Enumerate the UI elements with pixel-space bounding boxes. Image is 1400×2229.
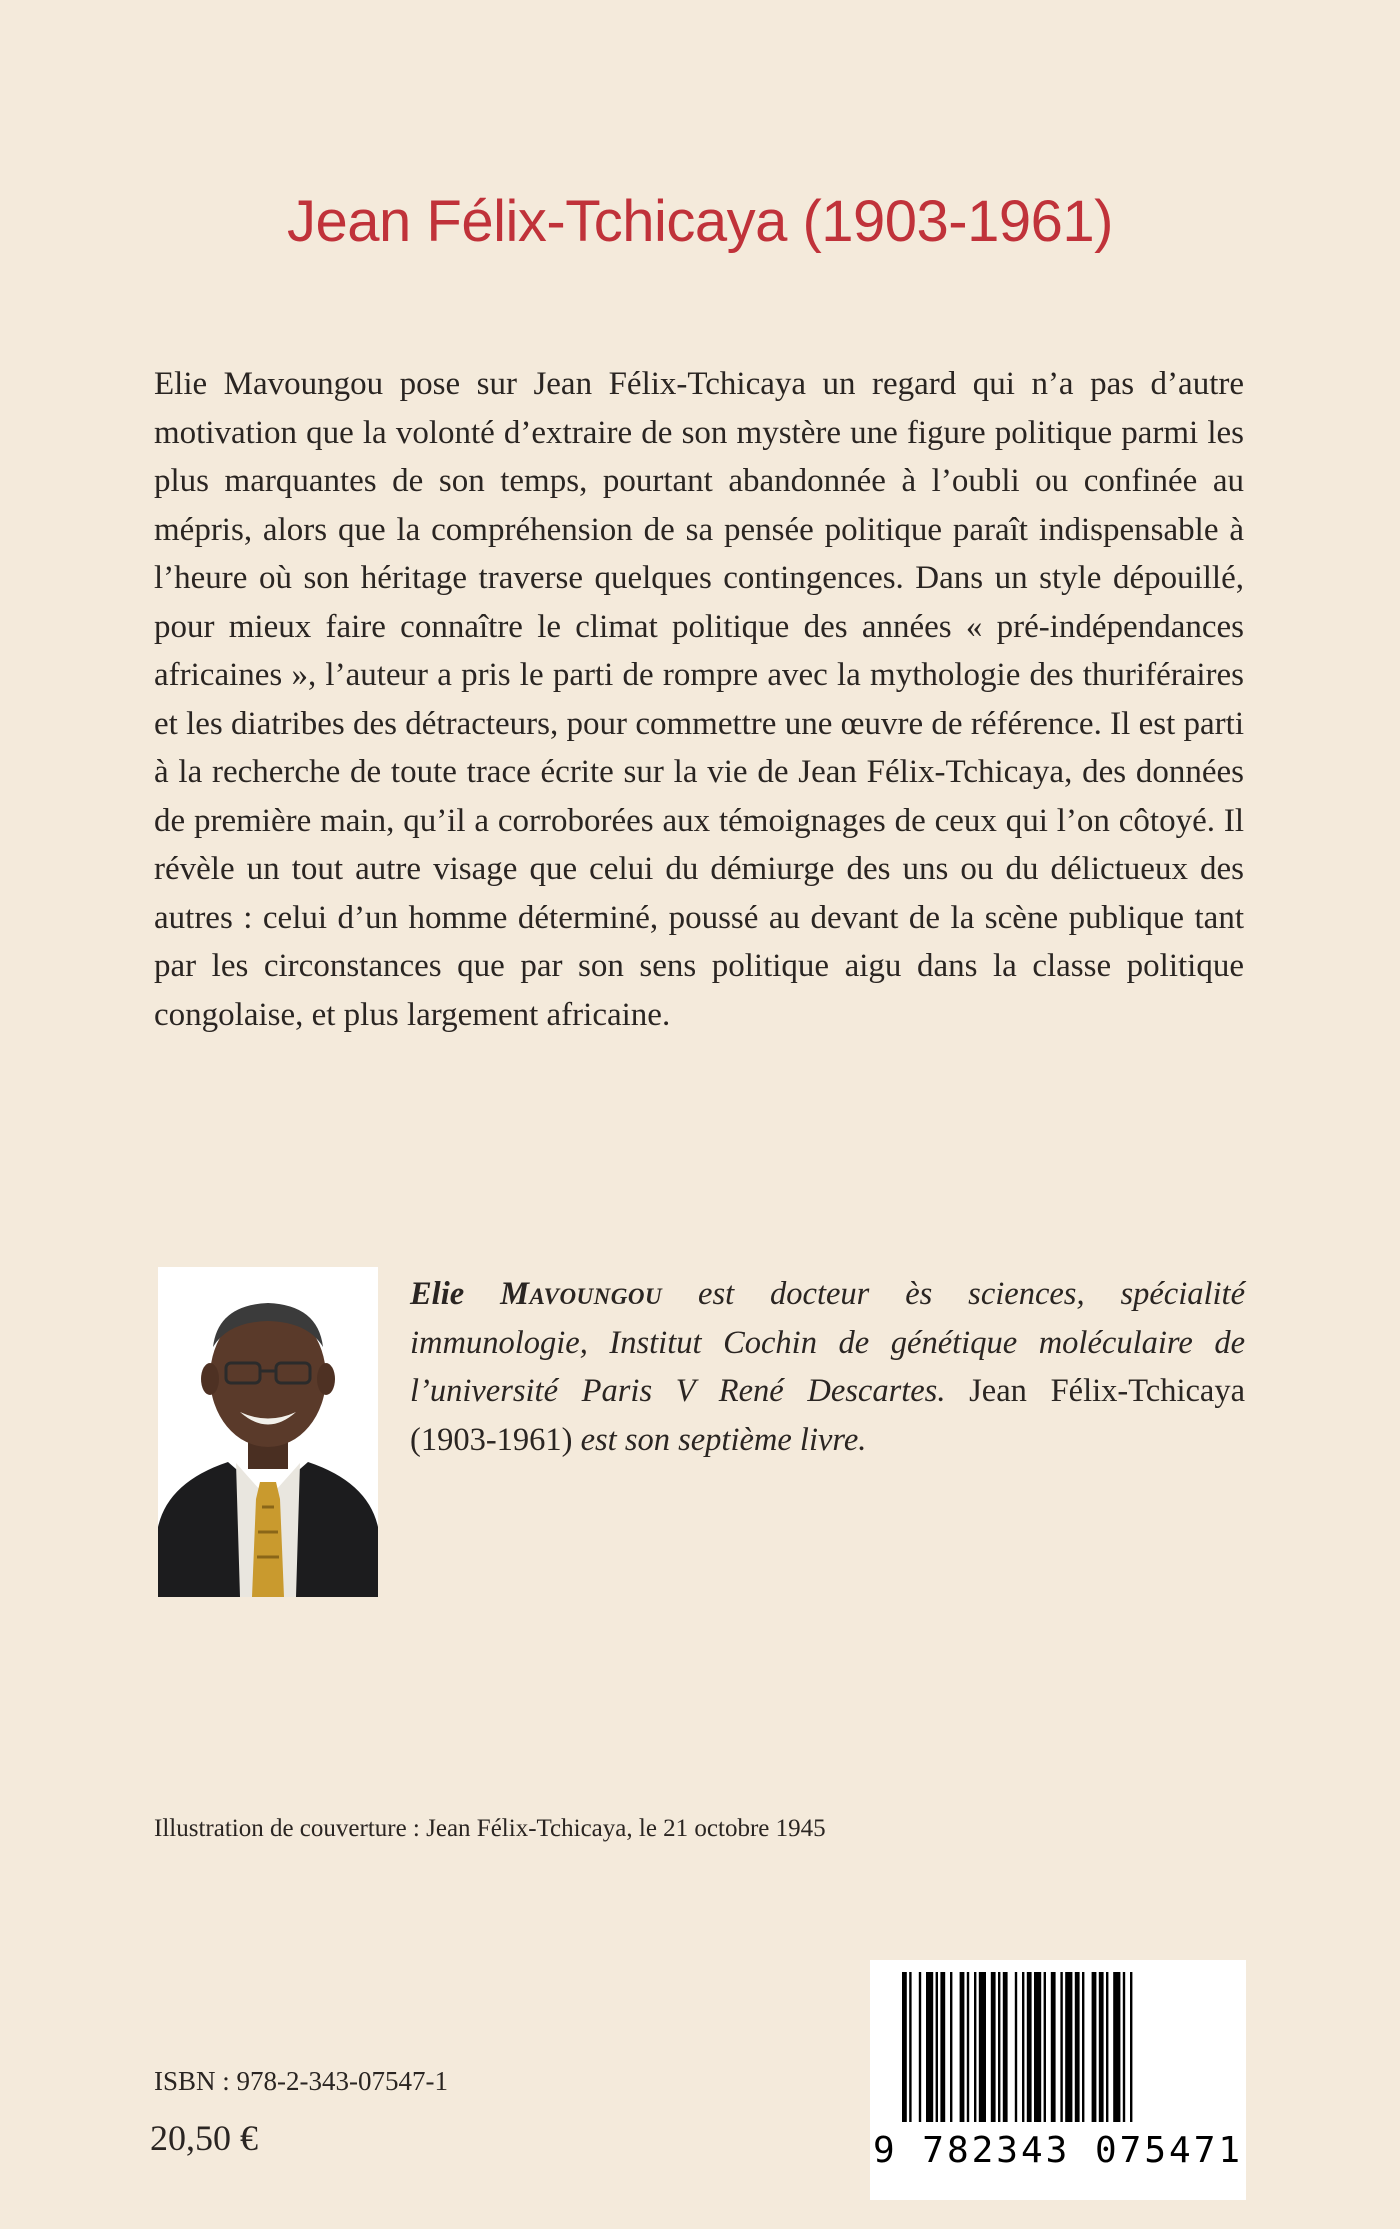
barcode-bar — [1060, 1972, 1062, 2122]
barcode-bar — [1092, 1972, 1097, 2122]
barcode-bar — [1106, 1972, 1108, 2122]
barcode-bar — [950, 1972, 952, 2122]
barcode — [870, 1960, 1246, 2200]
barcode-bar — [967, 1972, 969, 2122]
isbn: ISBN : 978-2-343-07547-1 — [154, 2066, 448, 2096]
book-title: Jean Félix-Tchicaya (1903-1961) — [287, 189, 1113, 254]
barcode-bar — [936, 1972, 938, 2122]
author-bio — [410, 1270, 1245, 1464]
author-first-name: Elie — [410, 1276, 465, 1312]
barcode-digits: 9 782343 075471 — [872, 2130, 1244, 2171]
barcode-bar — [909, 1972, 911, 2122]
barcode-bar — [1082, 1972, 1084, 2122]
barcode-bar — [1051, 1972, 1056, 2122]
author-bio-text: est docteur ès sciences, spécialité immunologie, Institut Cochin de génétique moléculaire de l’université Paris V René Descartes. — [410, 1276, 1246, 1409]
barcode-bar — [926, 1972, 933, 2122]
author-bio-closing: est son septième livre. — [580, 1421, 867, 1458]
barcode-bar — [1065, 1972, 1072, 2122]
back-cover-blurb: Elie Mavoungou pose sur Jean Félix-Tchicaya un regard qui n’a pas d’autre motivation que la volonté d’extraire de son mystère une figure politique parmi les plus marquantes de son temps, pourtant abandonnée à l’oubli ou confinée au mépris, alors que la compréhension de sa pensée politique paraît indispensable à l’heure où son héritage traverse quelques contingences. Dans un style dépouillé, pour mieux faire connaître le climat politique des années « pré-indépendances africaines », l’auteur a pris le parti de rompre avec la mythologie des thuriféraires et les diatribes des détracteurs, pour commettre une œuvre de référence. Il est parti à la recherche de toute trace écrite sur la vie de Jean Félix-Tchicaya, des données de première main, qu’il a corroborées aux témoignages de ceux qui l’on côtoyé. Il révèle un tout autre visage que celui du démiurge des uns ou du délictueux des autres : celui d’un homme déterminé, poussé au devant de la scène publique tant par les circonstances que par son sens politique aigu dans la classe politique congolaise, et plus largement africaine. — [154, 366, 1244, 1033]
barcode-bar — [1003, 1972, 1008, 2122]
barcode-bar — [1034, 1972, 1041, 2122]
barcode-bar — [1075, 1972, 1080, 2122]
barcode-bar — [919, 1972, 921, 2122]
barcode-bar — [1015, 1972, 1017, 2122]
barcode-bar — [1027, 1972, 1032, 2122]
barcode-bar — [1099, 1972, 1104, 2122]
barcode-bar — [940, 1972, 945, 2122]
barcode-bar — [902, 1972, 907, 2122]
barcode-bar — [979, 1972, 986, 2122]
price: 20,50 € — [150, 2118, 258, 2158]
barcode-bar — [1022, 1972, 1024, 2122]
author-bio-book-title: Jean Félix-Tchicaya (1903-1961) — [410, 1373, 1246, 1458]
cover-illustration-credit: Illustration de couverture : Jean Félix-Tchicaya, le 21 octobre 1945 — [154, 1815, 826, 1842]
barcode-bar — [1123, 1972, 1125, 2122]
barcode-bar — [991, 1972, 996, 2122]
barcode-bar — [1130, 1972, 1132, 2122]
barcode-bars — [902, 1972, 1214, 2132]
barcode-bar — [1113, 1972, 1120, 2122]
barcode-bar — [974, 1972, 976, 2122]
barcode-bar — [998, 1972, 1000, 2122]
author-last-name: Mavoungou — [500, 1276, 663, 1312]
author-photo — [158, 1267, 378, 1597]
barcode-bar — [1044, 1972, 1046, 2122]
barcode-bar — [960, 1972, 965, 2122]
